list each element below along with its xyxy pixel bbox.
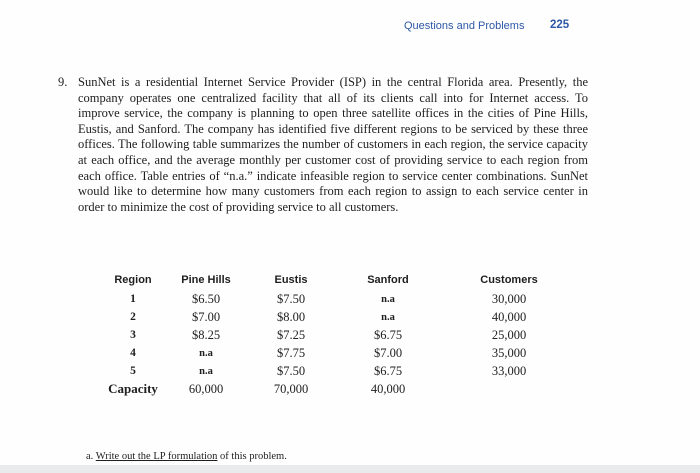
pine-hills-cell: n.a (199, 365, 213, 377)
sanford-cell: $6.75 (373, 327, 403, 342)
sanford-cell: $6.75 (373, 363, 403, 378)
region-cell: 4 (130, 347, 136, 359)
problem-statement: SunNet is a residential Internet Service Provider (ISP) in the central Florida area. Presently, the company operates one centralized facility that all of its clients call into for Internet access. To improve service, the company is planning to open three satellite offices in the cities of Pine Hills, Eustis, and Sanford. The company has identified five different regions to be serviced by these three offices. The following table summarizes the number of customers in each region, the service capacity at each office, and the average monthly per customer cost of providing service to each region from each office. Table entries of “n.a.” indicate infeasible region to service center combinations. SunNet would like to determine how many customers from each region to assign to each service center in order to minimize the cost of providing service to all customers. (78, 75, 588, 214)
capacity-label: Capacity (108, 381, 158, 396)
column-header-eustis: Eustis (274, 274, 308, 286)
table-row (104, 326, 574, 344)
region-cell: 2 (130, 311, 136, 323)
pine-hills-capacity: 60,000 (188, 381, 224, 396)
eustis-cell: $7.50 (276, 363, 306, 378)
table-header-row (104, 270, 574, 290)
subquestion-label: a. (86, 451, 94, 462)
customers-cell: 33,000 (491, 363, 527, 378)
column-header-region: Region (114, 274, 152, 286)
table-row (104, 308, 574, 326)
eustis-capacity: 70,000 (273, 381, 309, 396)
eustis-cell: $7.50 (276, 291, 306, 306)
eustis-cell: $7.25 (276, 327, 306, 342)
eustis-cell: $8.00 (276, 309, 306, 324)
sanford-capacity: 40,000 (370, 381, 406, 396)
lp-formulation-link[interactable]: Write out the LP formulation (95, 451, 218, 462)
region-cell: 1 (130, 293, 136, 305)
sanford-cell: n.a (381, 293, 395, 305)
eustis-cell: $7.75 (276, 345, 306, 360)
cost-table (104, 270, 574, 398)
column-header-sanford: Sanford (367, 274, 409, 286)
column-header-pine-hills: Pine Hills (181, 274, 231, 286)
pine-hills-cell: $6.50 (191, 291, 221, 306)
capacity-row (104, 380, 574, 398)
sanford-cell: $7.00 (373, 345, 403, 360)
table-row (104, 362, 574, 380)
subquestion-rest: of this problem. (217, 451, 287, 462)
customers-cell: 25,000 (491, 327, 527, 342)
pine-hills-cell: $8.25 (191, 327, 221, 342)
customers-cell: 30,000 (491, 291, 527, 306)
problem-9 (58, 75, 588, 228)
region-cell: 3 (130, 329, 136, 341)
page-number: 225 (550, 19, 570, 31)
running-head: Questions and Problems (404, 20, 525, 32)
customers-capacity-empty (444, 380, 574, 398)
customers-cell: 40,000 (491, 309, 527, 324)
table-row (104, 344, 574, 362)
problem-number: 9. (58, 75, 68, 89)
column-header-customers: Customers (480, 274, 538, 286)
customers-cell: 35,000 (491, 345, 527, 360)
region-cell: 5 (130, 365, 136, 377)
sanford-cell: n.a (381, 311, 395, 323)
pine-hills-cell: $7.00 (191, 309, 221, 324)
subquestion-a (86, 451, 287, 462)
table-row (104, 290, 574, 308)
bottom-edge (0, 465, 700, 473)
pine-hills-cell: n.a (199, 347, 213, 359)
